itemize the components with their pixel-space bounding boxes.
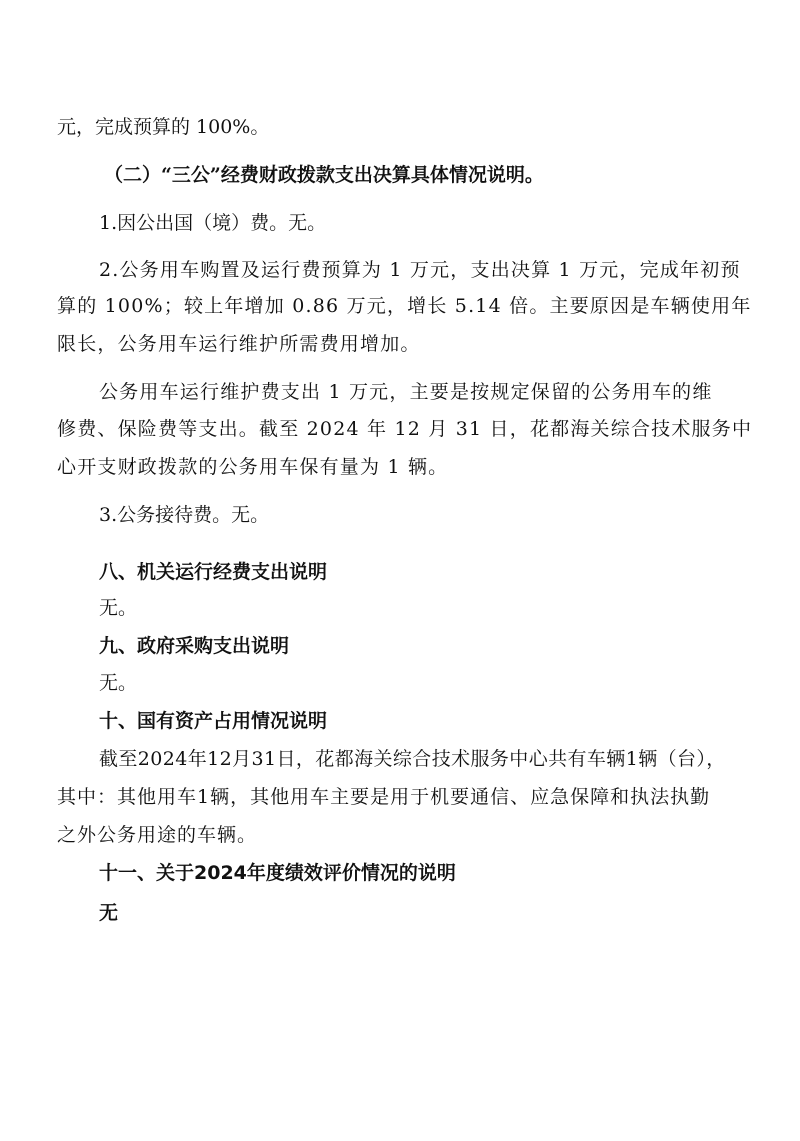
paragraph-line: 之外公务用途的车辆。 [57, 824, 258, 846]
section-heading: 十一、关于2024年度绩效评价情况的说明 [99, 862, 456, 884]
section-heading: 十、国有资产占用情况说明 [99, 710, 328, 732]
paragraph-line: 算的 100%；较上年增加 0.86 万元，增长 5.14 倍。主要原因是车辆使用年 [57, 295, 752, 317]
section-body: 无。 [99, 672, 138, 694]
paragraph-line: 修费、保险费等支出。截至 2024 年 12 月 31 日，花都海关综合技术服务中 [57, 418, 753, 440]
paragraph-line: 心开支财政拨款的公务用车保有量为 1 辆。 [57, 456, 449, 478]
paragraph-line: 其中：其他用车1辆，其他用车主要是用于机要通信、应急保障和执法执勤 [57, 786, 711, 808]
paragraph-line: 限长，公务用车运行维护所需费用增加。 [57, 333, 421, 355]
section-body: 无。 [99, 597, 138, 619]
paragraph-line: 元，完成预算的 100%。 [57, 116, 270, 138]
list-item: 1.因公出国（境）费。无。 [99, 212, 327, 234]
paragraph-line: 公务用车运行维护费支出 1 万元，主要是按规定保留的公务用车的维 [99, 381, 713, 403]
paragraph-line: 2.公务用车购置及运行费预算为 1 万元，支出决算 1 万元，完成年初预 [99, 259, 741, 281]
section-heading: 八、机关运行经费支出说明 [99, 561, 328, 583]
section-heading: 九、政府采购支出说明 [99, 635, 290, 657]
subsection-heading: （二）“三公”经费财政拨款支出决算具体情况说明。 [104, 164, 544, 186]
paragraph-line: 截至2024年12月31日，花都海关综合技术服务中心共有车辆1辆（台）， [99, 748, 726, 770]
section-body: 无 [99, 902, 119, 924]
list-item: 3.公务接待费。无。 [99, 504, 270, 526]
